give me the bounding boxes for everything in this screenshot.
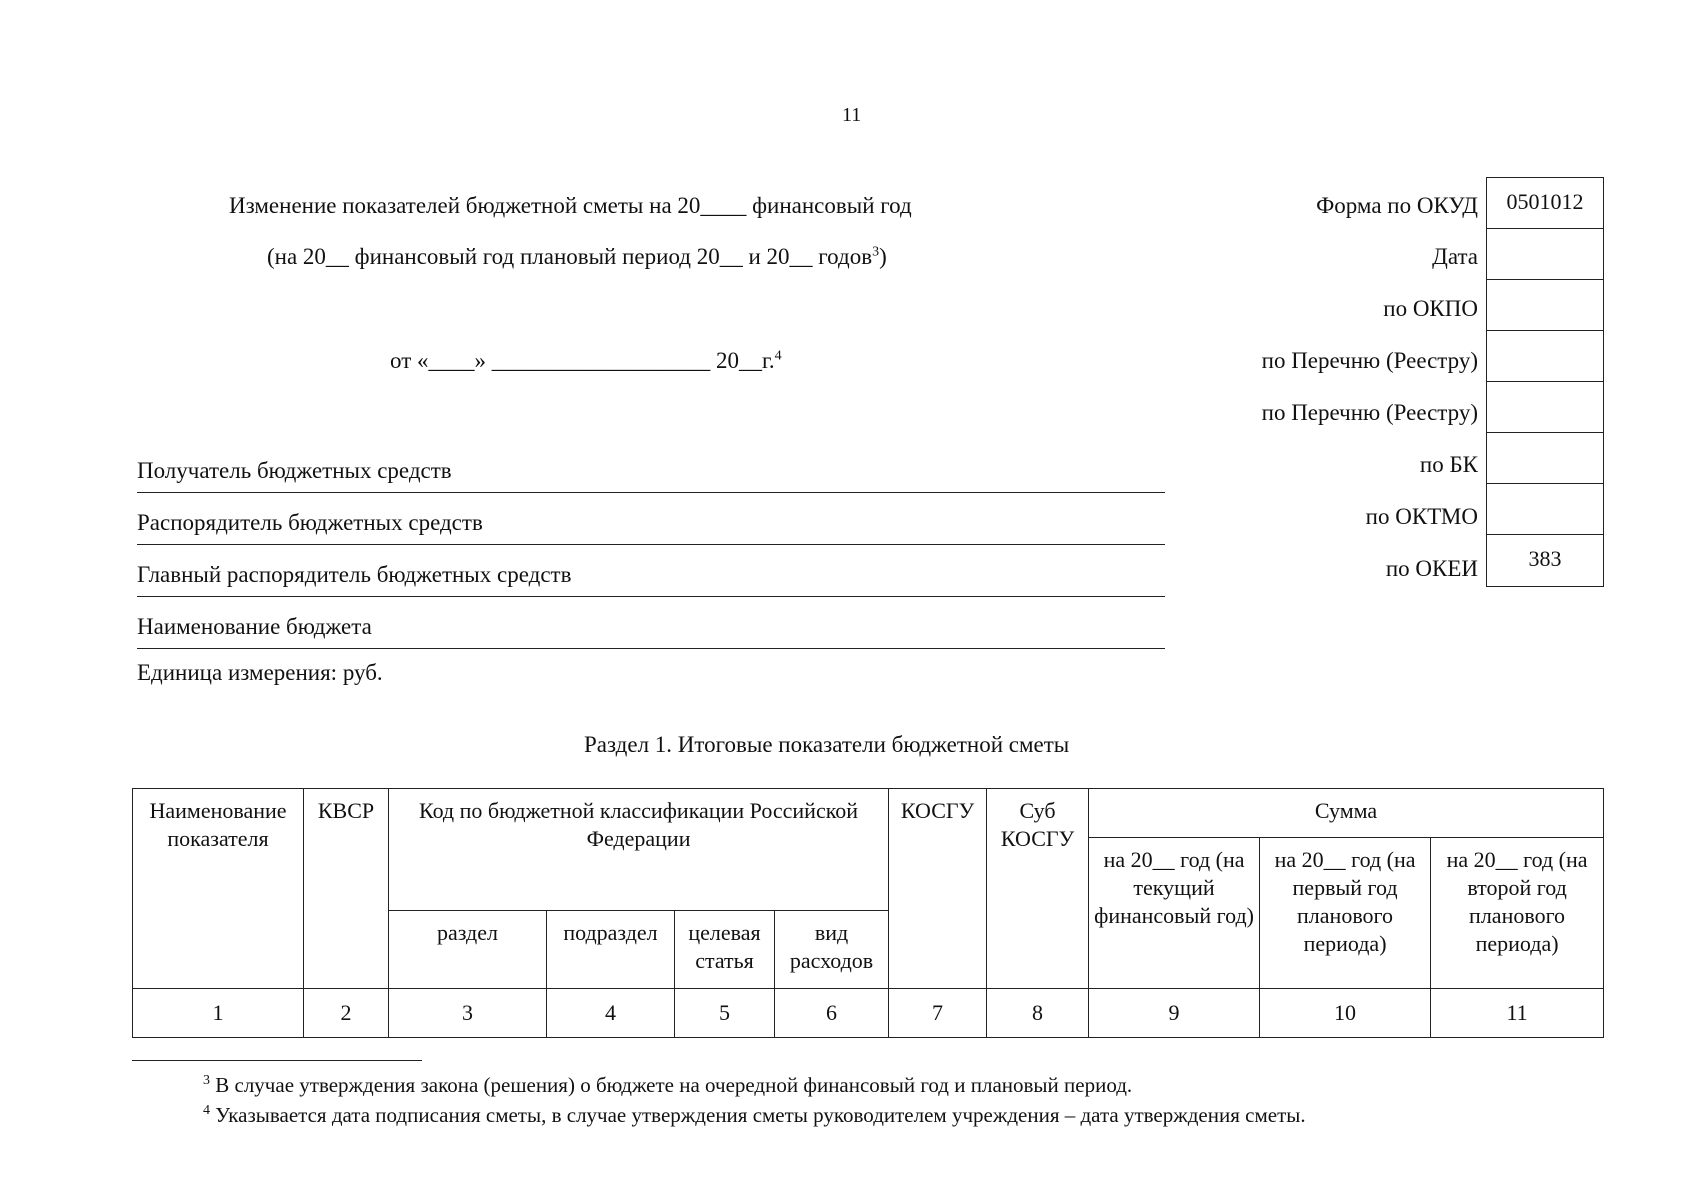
header-year-plan2: на 20__ год (на второй год планового периода) — [1431, 838, 1604, 989]
column-number-cell: 2 — [304, 989, 389, 1038]
footnote-separator — [132, 1060, 422, 1061]
recipient-field[interactable] — [137, 445, 1165, 493]
header-summa: Сумма — [1089, 789, 1604, 838]
code-registry-1-value[interactable] — [1487, 331, 1603, 382]
header-code-group: Код по бюджетной классификации Российской Федерации — [389, 789, 889, 911]
header-kosgu: КОСГУ — [889, 789, 987, 989]
header-vid: вид расходов — [775, 911, 889, 989]
footnote-4-mark: 4 — [203, 1103, 210, 1118]
code-label-okpo: по ОКПО — [1383, 296, 1478, 321]
column-number-cell: 4 — [547, 989, 675, 1038]
form-subtitle-text: (на 20__ финансовый год плановый период 20__ и 20__ годов — [267, 244, 873, 269]
column-number-cell: 7 — [889, 989, 987, 1038]
code-label-date: Дата — [1432, 244, 1478, 269]
date-line — [390, 348, 782, 374]
date-line-text: от «____» ___________________ 20__г. — [390, 348, 775, 373]
chief-manager-label: Главный распорядитель бюджетных средств — [137, 562, 572, 587]
footnote-ref-3: 3 — [872, 244, 880, 260]
budget-name-field[interactable] — [137, 601, 1165, 649]
code-oktmo-value[interactable] — [1487, 484, 1603, 535]
header-kvsr: КВСР — [304, 789, 389, 989]
footnote-3-mark: 3 — [203, 1073, 210, 1088]
budget-name-label: Наименование бюджета — [137, 614, 372, 639]
header-name: Наименование показателя — [133, 789, 304, 989]
chief-manager-field[interactable] — [137, 549, 1165, 597]
code-bk-value[interactable] — [1487, 433, 1603, 484]
header-tselevaya: целевая статья — [675, 911, 775, 989]
header-year-current: на 20__ год (на текущий финансовый год) — [1089, 838, 1260, 989]
footnote-4 — [203, 1103, 1306, 1128]
manager-field[interactable] — [137, 497, 1165, 545]
code-label-okud: Форма по ОКУД — [1316, 193, 1478, 218]
budget-table — [132, 788, 1604, 1038]
column-number-cell: 1 — [133, 989, 304, 1038]
code-okud-value[interactable]: 0501012 — [1487, 178, 1603, 229]
column-number-cell: 10 — [1260, 989, 1431, 1038]
footnote-4-text: Указывается дата подписания сметы, в случае утверждения сметы руководителем учреждения – дата утверждения сметы. — [210, 1103, 1306, 1127]
units-label: Единица измерения: руб. — [137, 660, 383, 685]
header-subkosgu: Суб КОСГУ — [987, 789, 1089, 989]
recipient-label: Получатель бюджетных средств — [137, 458, 452, 483]
header-podrazdel: подраздел — [547, 911, 675, 989]
column-number-cell: 9 — [1089, 989, 1260, 1038]
form-subtitle — [267, 244, 887, 270]
code-label-bk: по БК — [1419, 452, 1478, 477]
code-okei-value[interactable]: 383 — [1528, 546, 1562, 571]
code-label-registry-2: по Перечню (Реестру) — [1261, 400, 1478, 425]
column-number-cell: 5 — [675, 989, 775, 1038]
form-subtitle-close: ) — [879, 244, 887, 269]
column-number-cell: 3 — [389, 989, 547, 1038]
column-number-cell: 6 — [775, 989, 889, 1038]
column-number-cell: 8 — [987, 989, 1089, 1038]
footnote-3-text: В случае утверждения закона (решения) о бюджете на очередной финансовый год и плановый период. — [210, 1073, 1133, 1097]
header-razdel: раздел — [389, 911, 547, 989]
code-registry-2-value[interactable] — [1487, 382, 1603, 433]
footnote-3 — [203, 1073, 1132, 1098]
code-date-value[interactable] — [1487, 229, 1603, 280]
code-label-okei: по ОКЕИ — [1385, 556, 1478, 581]
column-number-cell: 11 — [1431, 989, 1604, 1038]
codes-box — [1486, 177, 1604, 587]
code-label-registry-1: по Перечню (Реестру) — [1261, 348, 1478, 373]
form-title: Изменение показателей бюджетной сметы на 20____ финансовый год — [229, 193, 912, 218]
manager-label: Распорядитель бюджетных средств — [137, 510, 483, 535]
footnote-ref-4: 4 — [774, 348, 782, 364]
code-label-oktmo: по ОКТМО — [1365, 504, 1478, 529]
section-title: Раздел 1. Итоговые показатели бюджетной сметы — [584, 732, 1070, 757]
header-year-plan1: на 20__ год (на первый год планового периода) — [1260, 838, 1431, 989]
code-okpo-value[interactable] — [1487, 280, 1603, 331]
page-number: 11 — [842, 104, 862, 126]
